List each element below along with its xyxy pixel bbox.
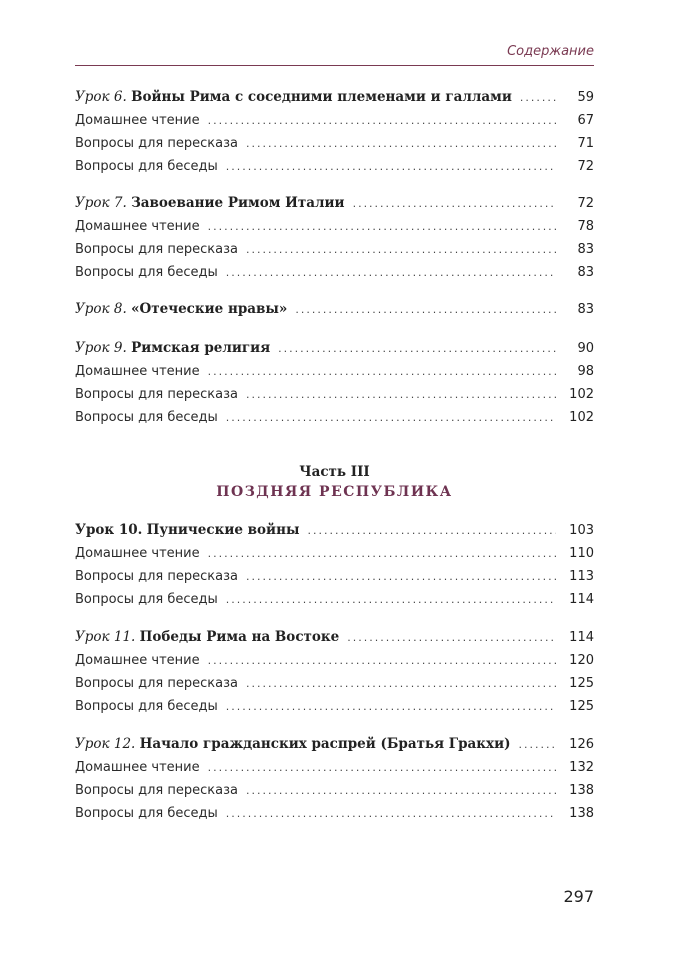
dot-leader [226,695,556,718]
sub-entry-label: Вопросы для пересказа [75,783,238,798]
sub-entry-label: Вопросы для беседы [75,699,218,714]
page-number: 103 [569,523,594,538]
toc-sub-row[interactable] [75,695,594,718]
toc-sub-row[interactable] [75,588,594,611]
toc-lesson-row[interactable] [75,519,594,542]
toc-sub-row[interactable] [75,261,594,284]
toc-lesson-row[interactable] [75,298,594,321]
page-number: 59 [577,90,594,105]
page-number: 72 [577,196,594,211]
lesson-title: Римская религия [131,340,271,356]
sub-entry-label: Домашнее чтение [75,760,200,775]
dot-leader [226,588,556,611]
lesson-title: Начало гражданских распрей (Братья Гракхи) [139,736,511,752]
lesson-title: Пунические войны [146,522,300,538]
lesson-number: Урок 12. [75,736,136,752]
page-number: 113 [569,569,594,584]
page-number: 83 [577,242,594,257]
lesson-number: Урок 7. [75,195,127,211]
page-number: 126 [569,737,594,752]
part-label: Часть III [299,464,370,480]
page-number: 102 [569,410,594,425]
page-number: 125 [569,676,594,691]
sub-entry-label: Домашнее чтение [75,546,200,561]
part-title: ПОЗДНЯЯ РЕСПУБЛИКА [216,484,453,500]
toc-lesson-row[interactable] [75,733,594,756]
page-number: 110 [569,546,594,561]
dot-leader [208,649,556,672]
toc-sub-row[interactable] [75,802,594,825]
lesson-number: Урок 10. [75,522,143,538]
toc-sub-row[interactable] [75,132,594,155]
dot-leader [208,109,556,132]
dot-leader [226,802,556,825]
page-number: 98 [577,364,594,379]
toc-section-lesson-6 [75,86,594,178]
page-number: 102 [569,387,594,402]
dot-leader [519,733,556,756]
page-number: 67 [577,113,594,128]
sub-entry-label: Домашнее чтение [75,113,200,128]
sub-entry-label: Вопросы для пересказа [75,676,238,691]
lesson-title: Войны Рима с соседними племенами и галлами [131,89,512,105]
page-number: 71 [577,136,594,151]
toc-lesson-row[interactable] [75,192,594,215]
toc-sub-row[interactable] [75,779,594,802]
lesson-number: Урок 11. [75,629,136,645]
toc-lesson-row[interactable] [75,86,594,109]
toc-sub-row[interactable] [75,215,594,238]
sub-entry-label: Домашнее чтение [75,364,200,379]
dot-leader [353,192,556,215]
page-number: 83 [577,265,594,280]
folio-page-number: 297 [563,887,594,906]
dot-leader [347,626,556,649]
dot-leader [307,519,556,542]
dot-leader [246,565,556,588]
sub-entry-label: Вопросы для пересказа [75,242,238,257]
sub-entry-label: Вопросы для пересказа [75,569,238,584]
toc-section-lesson-11 [75,626,594,718]
dot-leader [520,86,556,109]
toc-sub-row[interactable] [75,383,594,406]
toc-sub-row[interactable] [75,109,594,132]
page-number: 114 [569,630,594,645]
lesson-number: Урок 9. [75,340,127,356]
dot-leader [246,779,556,802]
toc-sub-row[interactable] [75,155,594,178]
toc-sub-row[interactable] [75,672,594,695]
dot-leader [208,756,556,779]
page-number: 72 [577,159,594,174]
toc-sub-row[interactable] [75,565,594,588]
toc-section-lesson-8 [75,298,594,321]
page-number: 90 [577,341,594,356]
toc-lesson-row[interactable] [75,337,594,360]
dot-leader [246,672,556,695]
dot-leader [208,215,556,238]
dot-leader [208,360,556,383]
toc-sub-row[interactable] [75,649,594,672]
toc-section-lesson-12 [75,733,594,825]
page-number: 125 [569,699,594,714]
dot-leader [246,383,556,406]
page-number: 132 [569,760,594,775]
dot-leader [226,261,556,284]
sub-entry-label: Домашнее чтение [75,219,200,234]
page-number: 138 [569,783,594,798]
lesson-title: «Отеческие нравы» [131,301,288,317]
toc-sub-row[interactable] [75,238,594,261]
toc-sub-row[interactable] [75,542,594,565]
toc-section-lesson-10 [75,519,594,611]
lesson-title: Победы Рима на Востоке [139,629,340,645]
sub-entry-label: Вопросы для беседы [75,410,218,425]
lesson-number: Урок 6. [75,89,127,105]
toc-section-lesson-9 [75,337,594,429]
toc-sub-row[interactable] [75,360,594,383]
sub-entry-label: Вопросы для пересказа [75,136,238,151]
sub-entry-label: Вопросы для беседы [75,806,218,821]
sub-entry-label: Вопросы для беседы [75,159,218,174]
dot-leader [278,337,556,360]
running-head: Содержание [507,44,594,59]
dot-leader [295,298,556,321]
lesson-number: Урок 8. [75,301,127,317]
dot-leader [226,406,556,429]
sub-entry-label: Вопросы для беседы [75,265,218,280]
dot-leader [246,238,556,261]
sub-entry-label: Домашнее чтение [75,653,200,668]
toc-lesson-row[interactable] [75,626,594,649]
page-number: 120 [569,653,594,668]
toc-sub-row[interactable] [75,756,594,779]
toc-section-lesson-7 [75,192,594,284]
page-number: 114 [569,592,594,607]
toc-sub-row[interactable] [75,406,594,429]
page-number: 138 [569,806,594,821]
header-rule [75,65,594,66]
lesson-title: Завоевание Римом Италии [131,195,345,211]
dot-leader [226,155,556,178]
dot-leader [208,542,556,565]
page-number: 83 [577,302,594,317]
page-number: 78 [577,219,594,234]
sub-entry-label: Вопросы для пересказа [75,387,238,402]
sub-entry-label: Вопросы для беседы [75,592,218,607]
dot-leader [246,132,556,155]
